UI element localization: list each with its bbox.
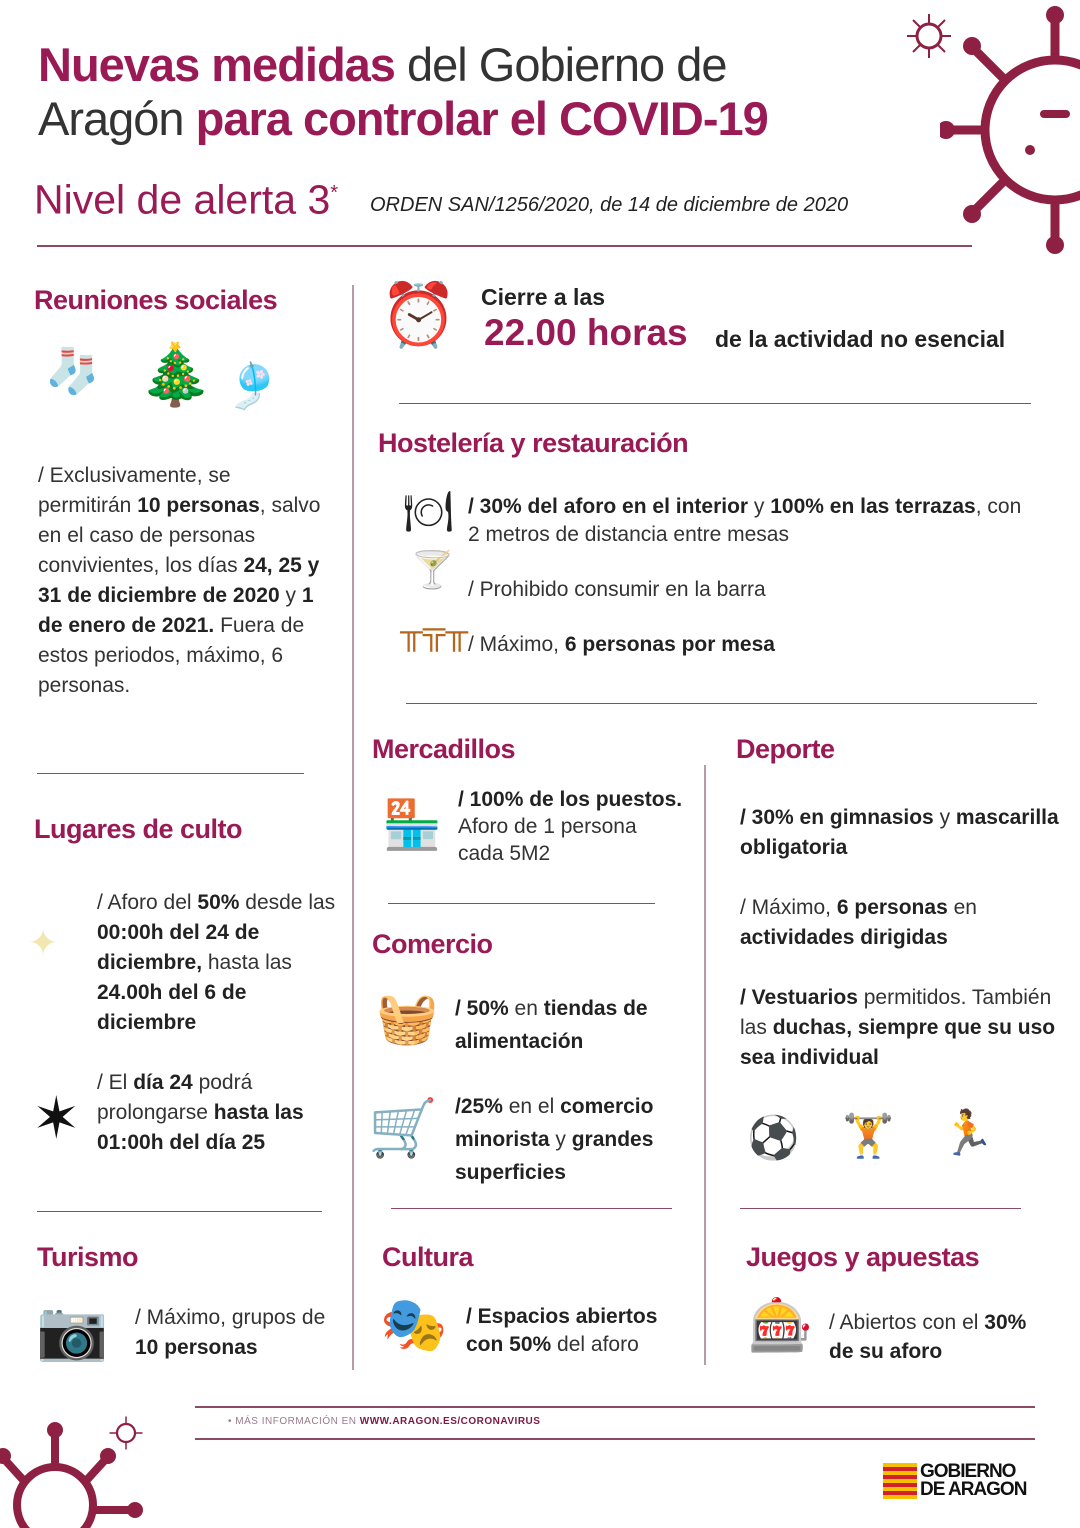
section-heading: Cultura (382, 1242, 473, 1272)
alert-asterisk: * (330, 182, 339, 204)
christmas-ornaments-icon: 🎐 (225, 362, 280, 411)
text-segment: y (279, 584, 302, 607)
divider (388, 903, 655, 904)
culto-item-2 (97, 1068, 347, 1158)
text-segment: / Prohibido consumir en la barra (468, 578, 766, 601)
bold-text: 24.00h del 6 de diciembre (97, 981, 247, 1034)
turismo-text (135, 1303, 335, 1363)
comercio-item-1 (455, 992, 695, 1058)
runner-icon: 🏃 (940, 1109, 995, 1158)
section-heading: Hostelería y restauración (378, 428, 689, 458)
gobierno-aragon-logo (883, 1463, 1026, 1499)
closing-time: 22.00 horas (484, 312, 688, 353)
text-segment: y (933, 806, 956, 829)
text-segment: desde las (239, 891, 336, 914)
title-normal: Aragón (38, 92, 196, 145)
bold-text: comercio minorista (455, 1095, 654, 1151)
bold-text: 100% en las terrazas (770, 495, 976, 518)
text-segment: en (508, 997, 544, 1020)
text-segment: / Exclusivamente, se permitirán (38, 464, 231, 517)
bold-text: actividades dirigidas (740, 926, 948, 949)
aragon-flag-icon (883, 1463, 917, 1499)
column-divider (704, 765, 706, 1365)
mercadillos-text (458, 786, 683, 867)
christmas-stocking-icon: 🧦 (45, 347, 100, 396)
bold-text: hasta las 01:00h del día 25 (97, 1101, 304, 1154)
bold-text: grandes superficies (455, 1128, 654, 1184)
hosteleria-item-3 (468, 630, 1028, 660)
alarm-clock-icon: ⏰ (380, 281, 458, 350)
text-segment: / Máximo, grupos de (135, 1306, 326, 1329)
column-divider (352, 285, 354, 1370)
closing-label: Cierre a las (481, 284, 606, 310)
bold-text: / 30% en gimnasios (740, 806, 934, 829)
deporte-item-3 (740, 983, 1060, 1073)
divider (37, 245, 972, 247)
deporte-item-2 (740, 893, 1060, 953)
text-segment: podrá prolongarse (97, 1071, 253, 1124)
text-segment: / El (97, 1071, 134, 1094)
divider (399, 403, 1031, 404)
text-segment: y (748, 495, 771, 518)
text-segment: permitidos. También las (740, 986, 1052, 1039)
text-segment: Aforo de 1 persona cada 5M2 (458, 815, 637, 865)
title-normal: del Gobierno de (394, 38, 727, 91)
cocktail-icon: 🍸 (410, 549, 455, 590)
text-segment: / Máximo, (740, 896, 837, 919)
bold-text: /25% (455, 1095, 503, 1118)
section-heading: Turismo (37, 1242, 139, 1272)
text-segment: , salvo en el caso de personas convivientes, los días (38, 494, 321, 577)
divider (406, 703, 1037, 704)
order-reference: ORDEN SAN/1256/2020, de 14 de diciembre de 2020 (370, 194, 849, 216)
bold-text: mascarilla obligatoria (740, 806, 1059, 859)
alert-level (34, 168, 338, 225)
hosteleria-item-2 (468, 575, 1028, 605)
deporte-item-1 (740, 803, 1060, 863)
text-segment: , con 2 metros de distancia entre mesas (468, 495, 1022, 546)
bold-text: duchas, siempre que su uso sea individual (740, 1016, 1056, 1069)
market-stall-icon: 🏪 (382, 799, 442, 852)
weightlifting-icon: 🏋 (842, 1112, 895, 1159)
page-title (38, 38, 918, 146)
grocery-basket-icon: 🧺 (376, 990, 439, 1046)
title-bold: Nuevas medidas (38, 38, 395, 91)
bold-text: 00:00h del 24 de diciembre, (97, 921, 260, 974)
theater-masks-icon: 🎭 (380, 1295, 448, 1355)
star-icon: ✶ (32, 1086, 81, 1151)
camera-icon: 📷 (36, 1298, 109, 1363)
text-segment: / Máximo, (468, 633, 565, 656)
more-info (228, 1416, 540, 1427)
sparkle-icon: ✦ (28, 922, 59, 963)
bold-text: 50% (197, 891, 240, 914)
text-segment: en el (502, 1095, 561, 1118)
bold-text: 10 personas (135, 1336, 258, 1359)
logo-line-1: GOBIERNO (920, 1461, 1016, 1482)
culto-item-1 (97, 888, 347, 1038)
section-heading: Mercadillos (372, 734, 516, 764)
section-heading: Comercio (372, 929, 493, 959)
bold-text: tiendas de alimentación (455, 997, 648, 1053)
reuniones-text (38, 461, 323, 701)
hosteleria-item-1 (468, 493, 1038, 549)
alert-level-text: Nivel de alerta 3 (34, 176, 331, 223)
text-segment: y (549, 1128, 572, 1151)
christmas-tree-icon: 🎄 (138, 341, 213, 408)
divider (37, 773, 304, 774)
divider (195, 1406, 1035, 1408)
food-cloche-icon: 🍽 (403, 490, 454, 534)
shopping-cart-icon: 🛒 (368, 1096, 438, 1159)
small-virus-icon-bottom (108, 1415, 144, 1451)
bold-text: 1 de enero de 2021. (38, 584, 314, 637)
logo-line-2: DE ARAGON (920, 1479, 1027, 1500)
bold-text: / 50% (455, 997, 509, 1020)
section-heading: Reuniones sociales (34, 285, 278, 315)
section-heading: Lugares de culto (34, 814, 243, 844)
bold-text: / 30% del aforo en el interior (468, 495, 749, 518)
bold-text: / Espacios abiertos con 50% (466, 1305, 658, 1356)
bold-text: / Vestuarios (740, 986, 858, 1009)
poker-chips-icon: 🎰 (748, 1297, 813, 1355)
table-chairs-icon: ╥╦╥ (400, 613, 469, 649)
virus-icon (940, 0, 1080, 260)
bold-text: / 100% de los puestos. (458, 788, 683, 811)
more-info-link[interactable]: WWW.ARAGON.ES/CORONAVIRUS (359, 1416, 541, 1427)
divider (195, 1438, 1035, 1440)
text-segment: hasta las (202, 951, 292, 974)
comercio-item-2 (455, 1090, 700, 1189)
closing-scope: de la actividad no esencial (715, 326, 1006, 352)
bold-text: 24, 25 y 31 de diciembre de 2020 (38, 554, 320, 607)
text-segment: en (947, 896, 977, 919)
divider (37, 1211, 322, 1212)
bold-text: 6 personas (836, 896, 948, 919)
bold-text: día 24 (133, 1071, 193, 1094)
section-heading: Juegos y apuestas (746, 1242, 980, 1272)
soccer-ball-icon: ⚽ (747, 1114, 800, 1161)
bold-text: 30% de su aforo (829, 1311, 1027, 1363)
juegos-text (829, 1308, 1029, 1366)
text-segment: / Abiertos con el (829, 1311, 985, 1334)
title-bold: para controlar el COVID-19 (195, 92, 768, 145)
more-info-label: • MÁS INFORMACIÓN EN (228, 1416, 360, 1427)
text-segment: / Aforo del (97, 891, 198, 914)
text-segment: Fuera de estos periodos, máximo, 6 personas. (38, 614, 305, 697)
divider (740, 1208, 1021, 1209)
text-segment: del aforo (551, 1333, 639, 1356)
divider (391, 1208, 672, 1209)
cultura-text (466, 1303, 696, 1359)
bold-text: 6 personas por mesa (564, 633, 775, 656)
bold-text: 10 personas (137, 494, 260, 517)
section-heading: Deporte (736, 734, 835, 764)
